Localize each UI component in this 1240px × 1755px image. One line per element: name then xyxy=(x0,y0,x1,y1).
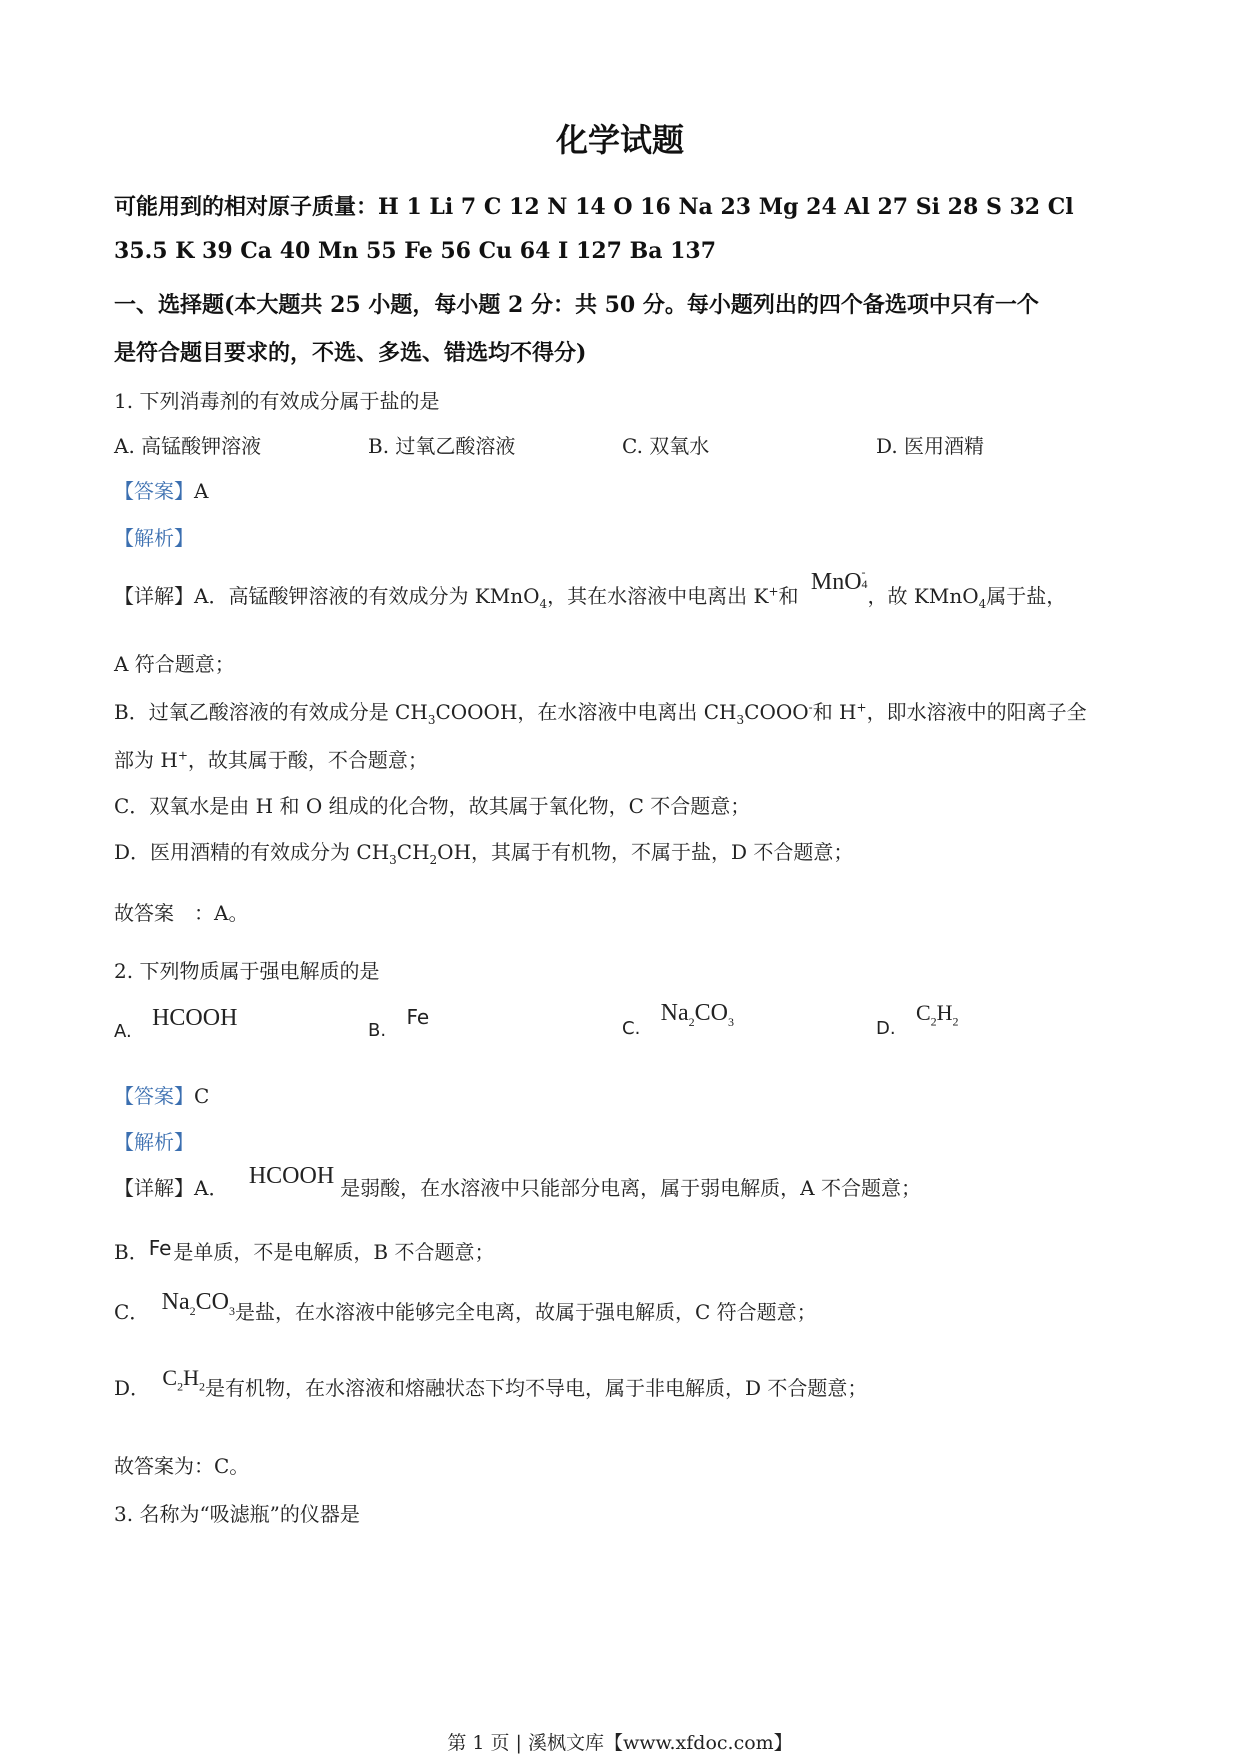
q2-detail-a xyxy=(114,1163,921,1202)
q2-answer: C xyxy=(194,1084,210,1108)
q2-c-sub-2: 2 xyxy=(688,1014,695,1029)
q2-option-a-formula: HCOOH xyxy=(152,1005,238,1031)
q1-answer-label: 【答案】 xyxy=(114,479,194,503)
q1-option-d: D. 医用酒精 xyxy=(876,434,985,458)
q1-detail-d xyxy=(114,836,853,867)
q2-dd-sub-2b: 2 xyxy=(198,1379,205,1394)
q2-detail-d-text: 是有机物，在水溶液和熔融状态下均不导电，属于非电解质，D 不合题意； xyxy=(204,1376,868,1400)
q1-option-c: C. 双氧水 xyxy=(622,434,710,458)
q1-detail-a-sub-4: 4 xyxy=(539,597,548,611)
q1-detail-b-line-1 xyxy=(114,696,1087,727)
q1-mno4-formula xyxy=(810,565,868,595)
q1-detail-a xyxy=(114,565,1067,611)
q1-detail-b-text-1: B．过氧乙酸溶液的有效成分是 CH xyxy=(114,700,428,724)
atomic-mass-line-2: 35.5 K 39 Ca 40 Mn 55 Fe 56 Cu 64 I 127 Ba 137 xyxy=(114,238,717,264)
q3-stem: 3. 名称为“吸滤瓶”的仪器是 xyxy=(114,1502,360,1526)
q2-answer-line xyxy=(114,1080,209,1109)
q1-option-a: A. 高锰酸钾溶液 xyxy=(114,434,262,458)
q2-dc-na: Na xyxy=(161,1289,190,1315)
q1-detail-b2-text-2: ，故其属于酸，不合题意； xyxy=(187,748,428,772)
q1-mno4-subscript: 4 xyxy=(861,577,868,591)
q2-detail-c-text: 是盐，在水溶液中能够完全电离，故属于强电解质，C 符合题意； xyxy=(235,1300,817,1324)
q1-detail-a-continued: A 符合题意； xyxy=(114,652,235,676)
q1-mno4-charge: - xyxy=(861,565,866,579)
q2-dc-co: CO xyxy=(195,1289,229,1315)
q2-option-d xyxy=(876,1000,959,1039)
section-heading-line-1: 一、选择题(本大题共 25 小题，每小题 2 分：共 50 分。每小题列出的四个备选项中只有一个 xyxy=(114,292,1039,318)
q1-detail-a-sub-4b: 4 xyxy=(978,597,987,611)
q1-detail-a-text-3: 和 xyxy=(778,584,799,608)
q2-dc-sub-3: 3 xyxy=(229,1303,235,1318)
q1-detail-a-sup-plus: + xyxy=(768,584,779,599)
q2-option-c xyxy=(622,1000,734,1039)
q2-stem: 2. 下列物质属于强电解质的是 xyxy=(114,959,380,983)
q2-detail-b-formula: Fe xyxy=(148,1236,172,1260)
q2-analysis-label: 【解析】 xyxy=(114,1130,194,1154)
q1-detail-b-text-5: ，即水溶液中的阳离子全 xyxy=(866,700,1087,724)
q2-option-b-formula: Fe xyxy=(406,1005,430,1029)
q1-detail-b2-text-1: 部为 H xyxy=(114,748,178,772)
q1-detail-a-text-5: 属于盐， xyxy=(986,584,1067,608)
q2-dd-h: H xyxy=(183,1365,199,1390)
q2-option-a-letter: A. xyxy=(114,1021,132,1042)
q1-detail-b-sup-plus: + xyxy=(856,700,867,715)
q1-mno4-base: MnO xyxy=(810,569,862,595)
q2-detail-a-text: 是弱酸，在水溶液中只能部分电离，属于弱电解质，A 不合题意； xyxy=(340,1176,921,1200)
q2-c-na: Na xyxy=(660,1000,689,1026)
q1-option-b: B. 过氧乙酸溶液 xyxy=(368,434,516,458)
q2-d-c: C xyxy=(915,1000,931,1025)
page-title: 化学试题 xyxy=(555,121,684,159)
q1-analysis-label: 【解析】 xyxy=(114,526,194,550)
q2-option-c-letter: C. xyxy=(622,1018,641,1039)
q1-detail-b-sub-3b: 3 xyxy=(736,713,745,727)
q2-dd-c: C xyxy=(162,1365,178,1390)
q2-option-b-letter: B. xyxy=(368,1020,387,1041)
q1-detail-a-text-4: ，故 KMnO xyxy=(867,584,979,608)
q2-detail-c xyxy=(114,1289,817,1329)
q2-detail-a-formula: HCOOH xyxy=(248,1163,335,1189)
q2-option-a xyxy=(114,1005,238,1042)
q2-detail-b-text: 是单质，不是电解质，B 不合题意； xyxy=(173,1240,495,1264)
q1-detail-d-sub-2: 2 xyxy=(429,853,438,867)
q1-detail-b2-sup-plus: + xyxy=(177,748,188,763)
q1-conclusion: 故答案 ：A。 xyxy=(114,901,249,925)
q2-dd-sub-2a: 2 xyxy=(177,1379,184,1394)
q2-option-d-formula xyxy=(915,1000,959,1029)
q1-answer: A xyxy=(194,479,209,503)
q2-c-sub-3: 3 xyxy=(727,1014,734,1029)
q2-detail-d xyxy=(114,1365,868,1404)
q1-detail-d-text-1: D．医用酒精的有效成分为 CH xyxy=(114,840,390,864)
q2-c-co: CO xyxy=(694,1000,728,1026)
q2-detail-b-prefix: B． xyxy=(114,1240,149,1264)
q1-detail-b-sub-3: 3 xyxy=(427,713,436,727)
q2-detail-b xyxy=(114,1236,494,1265)
q2-detail-a-prefix: 【详解】A． xyxy=(114,1176,229,1200)
q2-d-h: H xyxy=(936,1000,953,1025)
q1-detail-b-text-3: COOO xyxy=(744,700,809,724)
page-footer: 第 1 页 | 溪枫文库【www.xfdoc.com】 xyxy=(447,1732,793,1754)
q1-detail-a-text-1: 【详解】A．高锰酸钾溶液的有效成分为 KMnO xyxy=(114,584,540,608)
q1-detail-a-text-2: ，其在水溶液中电离出 K xyxy=(547,584,769,608)
q2-d-sub-2b: 2 xyxy=(952,1014,959,1029)
section-heading-line-2: 是符合题目要求的，不选、多选、错选均不得分) xyxy=(114,340,587,366)
q2-conclusion: 故答案为：C。 xyxy=(114,1454,250,1478)
q1-detail-b-text-2: COOOH，在水溶液中电离出 CH xyxy=(435,700,737,724)
q1-detail-b-line-2 xyxy=(114,744,428,773)
q1-detail-c: C．双氧水是由 H 和 O 组成的化合物，故其属于氧化物，C 不合题意； xyxy=(114,794,751,818)
q2-option-c-formula xyxy=(660,1000,734,1029)
q1-detail-d-sub-3: 3 xyxy=(389,853,397,867)
q2-detail-c-formula xyxy=(161,1289,235,1318)
q1-detail-b-sup-minus: - xyxy=(808,700,813,715)
q2-dc-sub-2: 2 xyxy=(189,1303,196,1318)
q1-detail-b-text-4: 和 H xyxy=(812,700,857,724)
q1-detail-d-text-3: OH，其属于有机物，不属于盐，D 不合题意； xyxy=(437,840,854,864)
q1-answer-line xyxy=(114,475,208,504)
atomic-mass-line-1: 可能用到的相对原子质量：H 1 Li 7 C 12 N 14 O 16 Na 23 Mg 24 Al 27 Si 28 S 32 Cl xyxy=(114,194,1074,220)
q1-stem: 1. 下列消毒剂的有效成分属于盐的是 xyxy=(114,389,440,413)
q2-d-sub-2a: 2 xyxy=(930,1014,937,1029)
q1-detail-d-text-2: CH xyxy=(396,840,430,864)
q2-detail-d-formula xyxy=(162,1365,205,1394)
q2-option-b xyxy=(368,1005,430,1041)
q2-detail-c-prefix: C． xyxy=(114,1300,150,1324)
q2-detail-d-prefix: D． xyxy=(114,1376,151,1400)
q2-option-d-letter: D. xyxy=(876,1018,896,1039)
q2-answer-label: 【答案】 xyxy=(114,1084,194,1108)
